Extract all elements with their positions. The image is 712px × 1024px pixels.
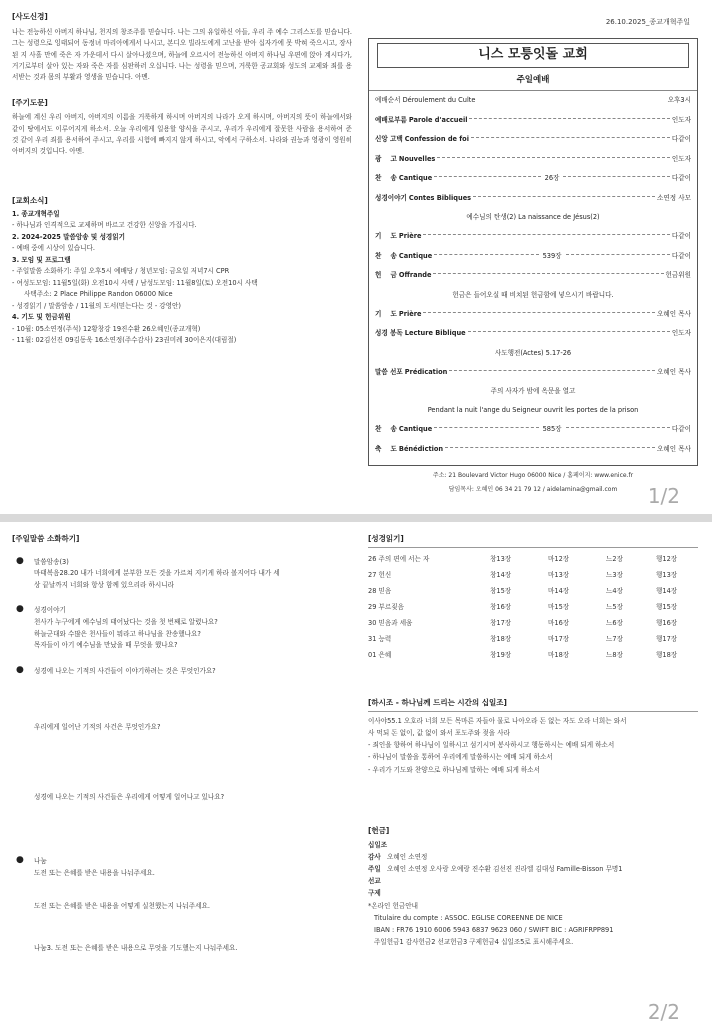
worship-row-leader: 다같이 [671,232,691,241]
worship-row [369,266,697,286]
page-number: 2/2 [647,1000,680,1024]
worship-row-hymn: 539장 [541,247,564,267]
worship-row-leader: 인도자 [671,154,691,163]
worship-row [369,363,697,383]
news-line: - 성경읽기 / 말씀암송 / 11월의 도서(믿는다는 것 - 강영안) [12,301,181,310]
reading-chapter: 느7장 [606,635,623,644]
reading-theme: 01 은혜 [368,651,392,660]
iban: IBAN : FR76 1910 6006 5943 6837 9623 060 / SWIFT BIC : AGRIFRPP891 [374,925,614,934]
reading-theme: 28 믿음 [368,587,392,596]
worship-row-korean: 찬 송 [375,251,397,260]
reading-chapter: 느3장 [606,571,623,580]
offering-title: [헌금] [368,825,390,835]
reading-chapter: 창19장 [490,651,512,660]
online-label: *온라인 헌금안내 [368,901,418,910]
worship-row-note: 주의 사자가 밤에 옥문을 열고 [490,387,576,396]
dotted-leader [566,427,670,428]
reading-chapter: 창16장 [490,603,512,612]
reading-chapter: 행15장 [656,603,678,612]
offering-section [368,839,698,949]
reading-chapter: 마16장 [548,619,570,628]
sabbath-title: [하시조 - 하나님께 드리는 시간의 십일조] [368,698,698,712]
reading-row [368,648,698,664]
dotted-leader [423,312,655,313]
digest-block [12,605,352,651]
dotted-leader [449,370,655,371]
tithe-label: 십일조 [368,840,388,849]
reading-chapter: 느4장 [606,587,623,596]
worship-time: 오후3시 [667,96,691,105]
worship-row-korean: 축 도 [375,444,397,453]
digest-line: 마태복음28.20 내가 너희에게 분부한 모든 것을 가르쳐 지키게 하라 볼지어다 내가 세 [34,569,280,578]
worship-row-leader: 헌금위원 [665,271,691,280]
reading-table [368,552,698,664]
sabbath-line: 이사야55.1 오호라 너희 모든 목마른 자들아 물로 나아오라 돈 없는 자도 오라 너희는 와서 [368,716,627,725]
share-line-1: 도전 또는 은혜를 받은 내용을 나눠주세요. [34,868,155,877]
worship-row-korean: 신앙 고백 [375,135,403,144]
share-line-2: 도전 또는 은혜를 받은 내용을 어떻게 실천했는지 나눠주세요. [34,902,211,911]
reading-theme: 26 주의 편에 서는 자 [368,555,430,564]
digest-title: [주일말씀 소화하기] [12,534,80,543]
digest-line: 하늘군대와 수많은 천사들이 뭐라고 하나님을 찬송했나요? [34,629,201,638]
worship-row-leader: 인도자 [671,329,691,338]
worship-row-note: 예수님의 탄생(2) La naissance de Jésus(2) [466,213,600,222]
worship-row-french: Contes Bibliques [408,193,472,202]
dotted-leader [469,118,669,119]
reading-chapter: 창14장 [490,571,512,580]
reading-chapter: 행16장 [656,619,678,628]
worship-row-french: Lecture Biblique [404,329,466,338]
dotted-leader [434,176,540,177]
worship-row [369,440,697,460]
dotted-leader [468,331,670,332]
worship-row-french: Cantique [398,174,433,183]
worship-row-french: Confession de foi [404,135,469,144]
mission-label: 선교 [368,877,381,886]
worship-row [369,130,697,150]
news-head: 2. 2024-2025 말씀암송 및 성경읽기 [12,232,126,241]
pastor-contact: 담임목사: 오혜인 06 34 21 79 12 / aidelamina@gmail.com [448,486,618,493]
bullet-icon: ● [16,555,24,566]
worship-row-french: Nouvelles [398,154,436,163]
worship-row-french: Cantique [398,425,433,434]
worship-row-note: 사도행전(Actes) 5.17-26 [494,348,572,357]
dotted-leader [423,234,669,235]
news-line: 사택주소: 2 Place Philippe Randon 06000 Nice [24,290,173,299]
account-holder: Titulaire du compte : ASSOC. EGLISE COREENNE DE NICE [374,913,563,922]
reading-title: [성경읽기] [368,534,698,548]
reading-chapter: 행14장 [656,587,678,596]
reading-chapter: 창13장 [490,555,512,564]
reading-chapter: 느8장 [606,651,623,660]
relief-label: 구제 [368,889,381,898]
reading-row [368,552,698,568]
sabbath-line: 사 먹되 돈 없이, 값 없이 와서 포도주와 젖을 사라 [368,728,510,737]
worship-row-korean: 성경 봉독 [375,329,403,338]
worship-rows [369,111,697,460]
digest-line: 성경에 나오는 기적의 사건들이 이야기하려는 것은 무엇인가요? [34,666,216,675]
digest-line: 말씀암송(3) [34,557,69,566]
reading-chapter: 행18장 [656,651,678,660]
worship-row-leader: 다같이 [671,135,691,144]
worship-row [369,324,697,344]
bulletin-page-2 [0,522,712,1024]
reading-row [368,600,698,616]
share-block [12,856,352,954]
reading-chapter: 마18장 [548,651,570,660]
reading-row [368,616,698,632]
reading-chapter: 마15장 [548,603,570,612]
share-label: 나눔 [34,857,47,866]
reading-chapter: 행13장 [656,571,678,580]
worship-row-korean: 기 도 [375,309,397,318]
news-line: - 주일말씀 소화하기: 주일 오후5시 예배당 / 청년모임: 금요일 저녁7시 CPR [12,267,230,276]
worship-row-note: Pendant la nuit l'ange du Seigneur ouvrit les portes de la prison [427,406,639,415]
worship-row-leader: 다같이 [671,251,691,260]
reading-chapter: 행12장 [656,555,678,564]
bullet-icon: ● [16,604,24,615]
reading-theme: 29 부르짖음 [368,603,404,612]
church-address: 주소: 21 Boulevard Victor Hugo 06000 Nice / 홈페이지: www.enice.fr [432,472,634,479]
digest-line: 성경이야기 [34,606,66,615]
worship-row-french: Parole d'accueil [408,115,468,124]
news-line: - 10월: 05소연정(주석) 12황창강 19진수환 26오혜인(종교개혁) [12,324,201,333]
worship-row-korean: 찬 송 [375,174,397,183]
reading-row [368,584,698,600]
worship-row-korean: 예배로부름 [375,115,407,124]
reading-chapter: 마17장 [548,635,570,644]
thanks-label: 감사 [368,852,381,861]
worship-row [369,420,697,440]
dotted-leader [434,427,538,428]
digest-line: 상 끝날까지 너희와 항상 함께 있으리라 하시니라 [34,580,174,589]
news-head: 4. 기도 및 헌금위원 [12,313,71,322]
reading-chapter: 창18장 [490,635,512,644]
dotted-leader [563,176,669,177]
reading-chapter: 마12장 [548,555,570,564]
news-item [12,209,352,232]
question-2: 성경에 나오는 기적의 사건들은 우리에게 어떻게 일어나고 있나요? [34,792,225,801]
digest-column [12,534,352,960]
dotted-leader [434,254,538,255]
news-item [12,255,352,313]
worship-row-leader: 다같이 [671,425,691,434]
worship-row-french: Prière [398,309,422,318]
worship-row-french: Bénédiction [398,444,444,453]
dotted-leader [433,273,663,274]
worship-row-hymn: 585장 [541,420,564,440]
bullet-icon: ● [16,855,24,866]
digest-block [12,557,352,592]
dotted-leader [437,157,670,158]
thanks-names: 오혜인 소연정 [387,852,428,861]
worship-row-leader: 인도자 [671,115,691,124]
worship-header [369,91,697,111]
worship-row [369,169,697,189]
worship-row-french: Cantique [398,251,433,260]
digest-line: 천사가 누구에게 예수님의 태어났다는 것을 첫 번째로 알렸나요? [34,618,218,626]
left-column [12,12,352,347]
worship-row-leader: 오혜인 목사 [657,444,691,453]
worship-row-korean: 헌 금 [375,271,397,280]
news-line: - 11월: 02김선진 09김동욱 16소연정(주수감사) 23권미례 30이은지(대림절) [12,336,237,345]
creed-title: [사도신경] [12,12,48,21]
digest-block [12,666,352,678]
reading-row [368,632,698,648]
worship-row-leader: 다같이 [671,174,692,183]
sabbath-line: - 우리가 기도와 찬양으로 하나님께 말하는 예배 되게 하소서 [368,765,541,774]
reading-chapter: 느5장 [606,603,623,612]
news-title: [교회소식] [12,195,48,205]
worship-row-leader: 소연정 사모 [657,193,691,202]
worship-row-korean: 광 고 [375,154,397,163]
reading-theme: 27 헌신 [368,571,392,580]
worship-row [369,111,697,131]
lords-prayer-title: [주기도문] [12,97,48,107]
news-item [12,232,352,255]
worship-order-box [368,38,698,466]
news-head: 1. 종교개혁주일 [12,209,60,218]
bullet-icon: ● [16,664,24,675]
worship-row [369,227,697,247]
worship-row-note: 헌금은 들어오실 때 비치된 헌금함에 넣으시기 바랍니다. [452,290,614,299]
reading-chapter: 느6장 [606,619,623,628]
reading-chapter: 느2장 [606,555,623,564]
worship-row-korean: 성경이야기 [375,193,407,202]
worship-row-korean: 기 도 [375,232,397,241]
digest-line: 목자들이 아기 예수님을 만났을 때 무엇을 했나요? [34,641,178,650]
question-1: 우리에게 일어난 기적의 사건은 무엇인가요? [34,723,161,732]
share-line-3: 나눔3. 도전 또는 은혜를 받은 내용으로 무엇을 기도했는지 나눠주세요. [34,943,238,952]
worship-row-french: Prière [398,232,422,241]
reading-chapter: 마13장 [548,571,570,580]
reading-theme: 31 능력 [368,635,392,644]
worship-row [369,150,697,170]
dotted-leader [473,196,655,197]
news-line: - 하나님과 인격적으로 교제하며 바르고 건강한 신앙을 가집시다. [12,221,197,230]
reading-chapter: 창15장 [490,587,512,596]
news-head: 3. 모임 및 프로그램 [12,255,71,264]
sabbath-line: - 죄인을 향하여 하나님이 일하시고 섬기시며 봉사하시고 행동하시는 예배 되게 하소서 [368,741,615,750]
right-column [368,534,698,948]
sunday-names: 오혜인 소연정 오사랑 오예랑 진수환 김선진 진라엘 김대성 Famille-Bisson 무명1 [387,864,623,873]
worship-row-korean: 말씀 선포 [375,367,403,376]
creed-text: 나는 전능하신 아버지 하나님, 천지의 창조주를 믿습니다. 나는 그의 유일하신 아들, 우리 주 예수 그리스도를 믿습니다. 그는 성령으로 잉태되어 동정녀 마리아에게서 나시고, 본디오 빌라도에게 고난을 받아 십자가에 못 박혀 죽으시고, 장사된 지 사흘 만에 죽은 자 가운데서 다시 살아나셨으며, 하늘에 오르시어 전능하신 아버지 하나님 우편에 앉아 계시다가, 거기로부터 살아 있는 자와 죽은 자를 심판하러 오십니다. 나는 성령을 믿으며, 거룩한 공교회와 성도의 교제와 죄를 용서받는 것과 몸의 부활과 영생을 믿습니다. 아멘. [12,27,352,82]
worship-row-french: Prédication [404,367,448,376]
church-name: 니스 모퉁잇돌 교회 [377,43,689,68]
dotted-leader [566,254,670,255]
bulletin-date: 26.10.2025_종교개혁주일 [605,18,690,26]
worship-row-leader: 오혜인 목사 [657,367,691,376]
sabbath-text [368,715,698,776]
offering-note: 주일헌금1 감사헌금2 선교헌금3 구제헌금4 십일조5로 표시해주세요. [374,938,574,947]
service-name: 주일예배 [516,74,550,85]
news-line: - 예배 중에 시상이 있습니다. [12,244,95,253]
worship-row [369,189,697,209]
lords-prayer-text: 하늘에 계신 우리 아버지, 아버지의 이름을 거룩하게 하시며 아버지의 나라가 오게 하시며, 아버지의 뜻이 하늘에서와 같이 땅에서도 이루어지게 하소서. 오늘 우리에게 일용할 양식을 주시고, 우리가 우리에게 잘못한 사람을 용서하여 준 것 같이 우리 죄를 용서하여 주시고, 우리를 시험에 빠지지 않게 하시고, 악에서 구하소서. 나라와 권능과 영광이 영원히 아버지의 것입니다. 아멘. [12,113,352,156]
worship-row-leader: 오혜인 목사 [657,309,691,318]
dotted-leader [471,137,670,138]
reading-row [368,568,698,584]
worship-row [369,247,697,267]
worship-header-left: 예배순서 Déroulement du Culte [375,96,476,105]
worship-row-french: Offrande [398,271,432,280]
sunday-label: 주일 [368,864,381,873]
worship-row-hymn: 26장 [543,169,562,189]
worship-row-korean: 찬 송 [375,425,397,434]
dotted-leader [445,447,655,448]
news-line: - 여성도모임: 11월5일(화) 오전10시 사택 / 남성도모임: 11월8일(토) 오전10시 사택 [12,278,258,287]
reading-theme: 30 믿음과 세움 [368,619,413,628]
sabbath-line: - 하나님이 말씀을 통하여 우리에게 말씀하시는 예배 되게 하소서 [368,753,553,762]
worship-row [369,305,697,325]
page-number: 1/2 [647,484,680,508]
reading-chapter: 행17장 [656,635,678,644]
reading-chapter: 마14장 [548,587,570,596]
news-item [12,312,352,347]
reading-chapter: 창17장 [490,619,512,628]
